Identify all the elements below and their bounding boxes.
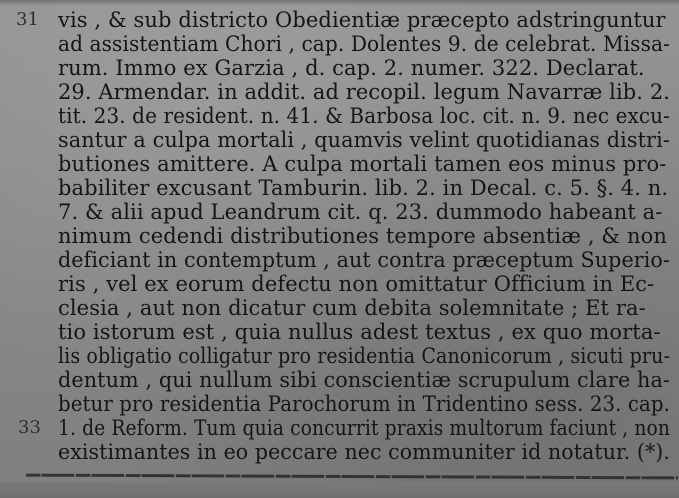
line-text: existimantes in eo peccare nec communiter id notatur. (*). xyxy=(58,440,671,464)
line-text: ad assistentiam Chori , cap. Dolentes 9. de celebrat. Missa- xyxy=(58,32,670,56)
line-text: 1. de Reform. Tum quia concurrit praxis multorum faciunt , non xyxy=(58,416,670,440)
line-text: tio istorum est , quia nullus adest textus , ex quo morta- xyxy=(58,320,661,344)
line-text: 29. Armendar. in addit. ad recopil. legum Navarræ lib. 2. xyxy=(58,80,671,104)
line-text: vis , & sub districto Obedientiæ præcepto adstringuntur xyxy=(58,8,666,32)
page-bottom-strip xyxy=(0,482,679,498)
line-text: lis obligatio colligatur pro residentia Canonicorum , sicuti pru- xyxy=(58,344,670,368)
margin-number-31: 31 xyxy=(16,9,39,30)
line-text: butiones amittere. A culpa mortali tamen eos minus pro- xyxy=(58,152,667,176)
line-text: tit. 23. de resident. n. 41. & Barbosa loc. cit. n. 9. nec excu- xyxy=(58,104,670,128)
footnote-rule xyxy=(26,474,678,480)
line-text: ris , vel ex eorum defectu non omittatur Officium in Ec- xyxy=(58,272,655,296)
margin-number-33: 33 xyxy=(18,417,41,438)
line-text: babiliter excusant Tamburin. lib. 2. in Decal. c. 5. §. 4. n. xyxy=(58,176,669,200)
line-text: 7. & alii apud Leandrum cit. q. 23. dummodo habeant a- xyxy=(58,200,663,224)
line-text: deficiant in contemptum , aut contra præceptum Superio- xyxy=(58,248,671,272)
line-text: nimum cedendi distributiones tempore absentiæ , & non xyxy=(58,224,667,248)
line-text: santur a culpa mortali , quamvis velint quotidianas distri- xyxy=(58,128,670,152)
page-top-fold-shadow xyxy=(0,0,679,6)
line-text: rum. Immo ex Garzia , d. cap. 2. numer. 322. Declarat. xyxy=(58,56,645,80)
line-text: clesia , aut non dicatur cum debita solemnitate ; Et ra- xyxy=(58,296,646,320)
line-text: betur pro residentia Parochorum in Tridentino sess. 23. cap. xyxy=(58,392,670,416)
line-text: dentum , qui nullum sibi conscientiæ scrupulum clare ha- xyxy=(58,368,671,392)
